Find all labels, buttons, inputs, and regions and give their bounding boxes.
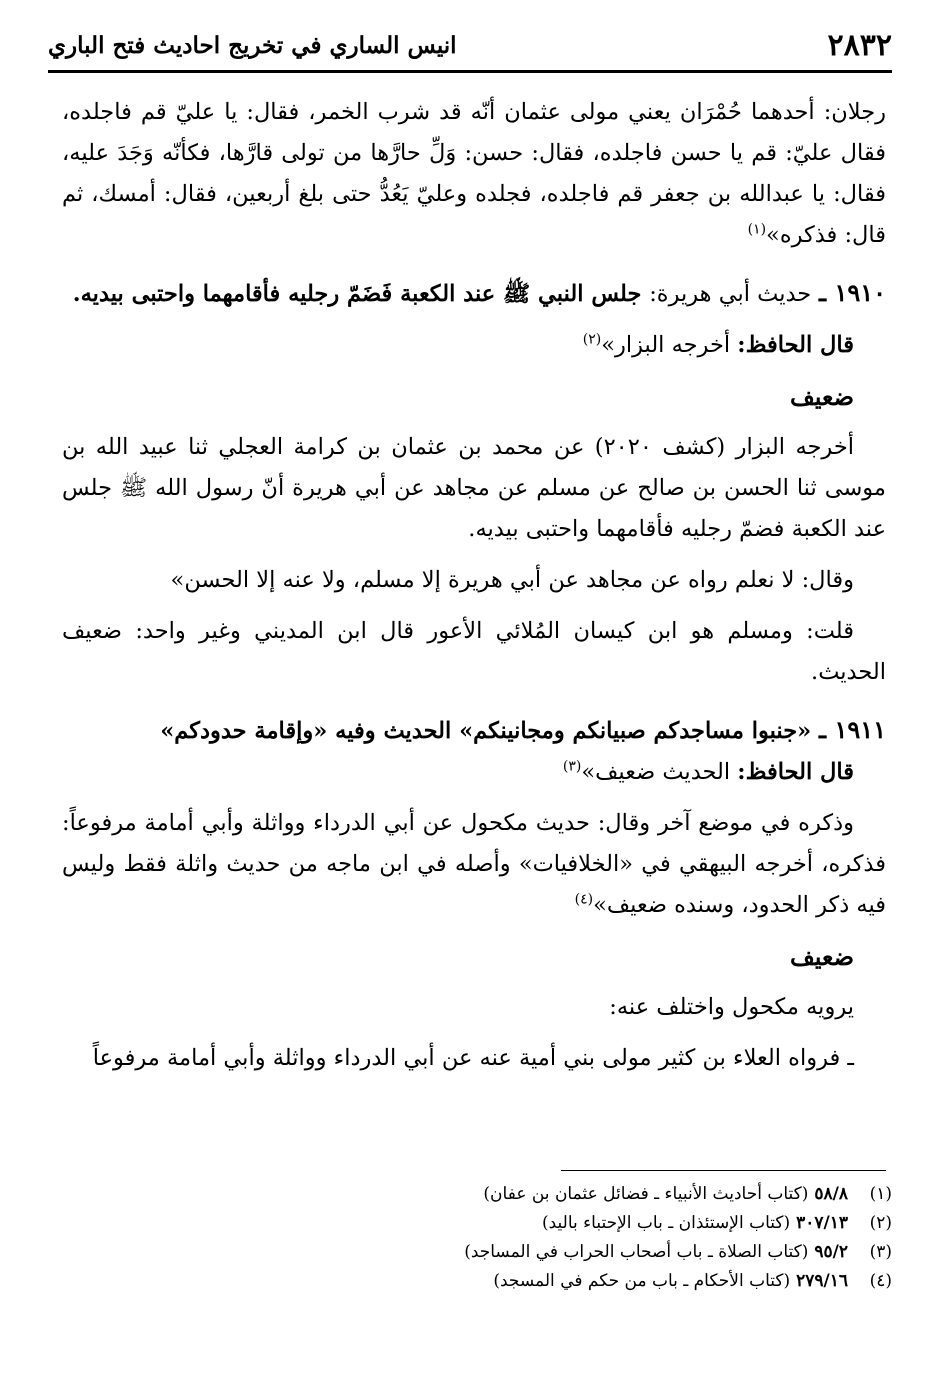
footnote-mark: (٤) <box>869 1271 892 1291</box>
verdict-1911: ضعيف <box>789 942 854 971</box>
paragraph-ikhtilaf: يرويه مكحول واختلف عنه: <box>609 994 854 1020</box>
paragraph-bazzar-note: وقال: لا نعلم رواه عن مجاهد عن أبي هريرة إلا مسلم، ولا عنه إلا الحسن» <box>170 567 854 593</box>
hadith-number: ١٩١١ ـ <box>819 715 886 744</box>
footnote-volume-page: ٣٠٧/١٣ <box>796 1213 848 1233</box>
footnote-4 <box>60 1267 892 1296</box>
footnote-2 <box>60 1209 892 1238</box>
footnote-ref: (٣) <box>562 758 582 775</box>
paragraph-ala-riwaya: ـ فرواه العلاء بن كثير مولى بني أمية عنه عن أبي الدرداء وواثلة وأبي أمامة مرفوعاً <box>92 1045 854 1071</box>
hadith-text: جلس النبي ﷺ عند الكعبة فَضَمّ رجليه فأقامهما واحتبى بيديه. <box>72 281 642 307</box>
hadith-text: «جنبوا مساجدكم صبيانكم ومجانينكم» الحديث وفيه «وإقامة حدودكم» <box>160 718 812 744</box>
footnote-mark: (١) <box>869 1184 892 1204</box>
footnote-text: (كتاب الإستئذان ـ باب الإحتباء باليد) <box>541 1213 791 1233</box>
hafiz-label: قال الحافظ: <box>737 759 854 785</box>
footnote-volume-page: ٥٨/٨ <box>814 1184 848 1204</box>
page-number: ٢٨٣٢ <box>827 28 892 63</box>
hafiz-statement-1910 <box>62 325 886 366</box>
footnote-text: (كتاب الصلاة ـ باب أصحاب الحراب في المساجد) <box>464 1242 809 1262</box>
footnote-ref: (٢) <box>582 331 602 348</box>
main-text <box>62 92 886 1079</box>
footnote-mark: (٢) <box>869 1213 892 1233</box>
running-title: انيس الساري في تخريج احاديث فتح الباري <box>48 32 457 59</box>
hadith-1911 <box>62 709 886 752</box>
paragraph-text: وذكره في موضع آخر وقال: حديث مكحول عن أبي الدرداء وواثلة وأبي أمامة مرفوعاً: فذكره، أخرجه البيهقي في «الخلافيات» وأصله في ابن ماجه من حديث واثلة فقط وليس فيه ذكر الحدود، وسنده ضعيف» <box>62 810 886 918</box>
footnote-ref: (١) <box>747 221 767 238</box>
footnote-volume-page: ٢٧٩/١٦ <box>796 1271 848 1291</box>
footnote-3 <box>60 1238 892 1267</box>
hafiz-statement-1911 <box>62 752 886 793</box>
footnotes <box>60 1180 892 1296</box>
footnote-volume-page: ٩٥/٢ <box>814 1242 848 1262</box>
hadith-lead: حديث أبي هريرة: <box>649 281 812 307</box>
hadith-number: ١٩١٠ ـ <box>819 278 886 307</box>
hafiz-label: قال الحافظ: <box>737 332 854 358</box>
hadith-1910 <box>62 272 886 315</box>
footnote-divider <box>561 1170 886 1171</box>
paragraph-qultu: قلت: ومسلم هو ابن كيسان المُلائي الأعور قال ابن المديني وغير واحد: ضعيف الحديث. <box>62 618 886 685</box>
hafiz-text: الحديث ضعيف» <box>581 759 731 785</box>
paragraph-makhul <box>62 803 886 926</box>
footnote-text: (كتاب أحاديث الأنبياء ـ فضائل عثمان بن عفان) <box>483 1184 809 1204</box>
verdict-1910: ضعيف <box>789 382 854 411</box>
paragraph-continued <box>62 92 886 256</box>
paragraph-text: رجلان: أحدهما حُمْرَان يعني مولى عثمان أنّه قد شرب الخمر، فقال: يا عليّ قم فاجلده، فقال عليّ: قم يا حسن فاجلده، فقال: حسن: وَلِّ حارَّها من تولى قارَّها، فكأنّه وَجَدَ عليه، فقال: يا عبدالله بن جعفر قم فاجلده، فجلده وعليّ يَعُدُّ حتى بلغ أربعين، فقال: أمسك، ثم قال: فذكره» <box>62 99 886 248</box>
page-header <box>48 20 892 73</box>
hafiz-text: أخرجه البزار» <box>601 332 731 358</box>
footnote-ref: (٤) <box>574 891 594 908</box>
paragraph-takhrij-1910: أخرجه البزار (كشف ٢٠٢٠) عن محمد بن عثمان بن كرامة العجلي ثنا عبيد الله بن موسى ثنا الحسن بن صالح عن مسلم عن مجاهد عن أبي هريرة أنّ رسول الله ﷺ جلس عند الكعبة فضمّ رجليه فأقامهما واحتبى بيديه. <box>62 434 886 542</box>
footnote-text: (كتاب الأحكام ـ باب من حكم في المسجد) <box>493 1271 791 1291</box>
footnote-mark: (٣) <box>869 1242 892 1262</box>
footnote-1 <box>60 1180 892 1209</box>
